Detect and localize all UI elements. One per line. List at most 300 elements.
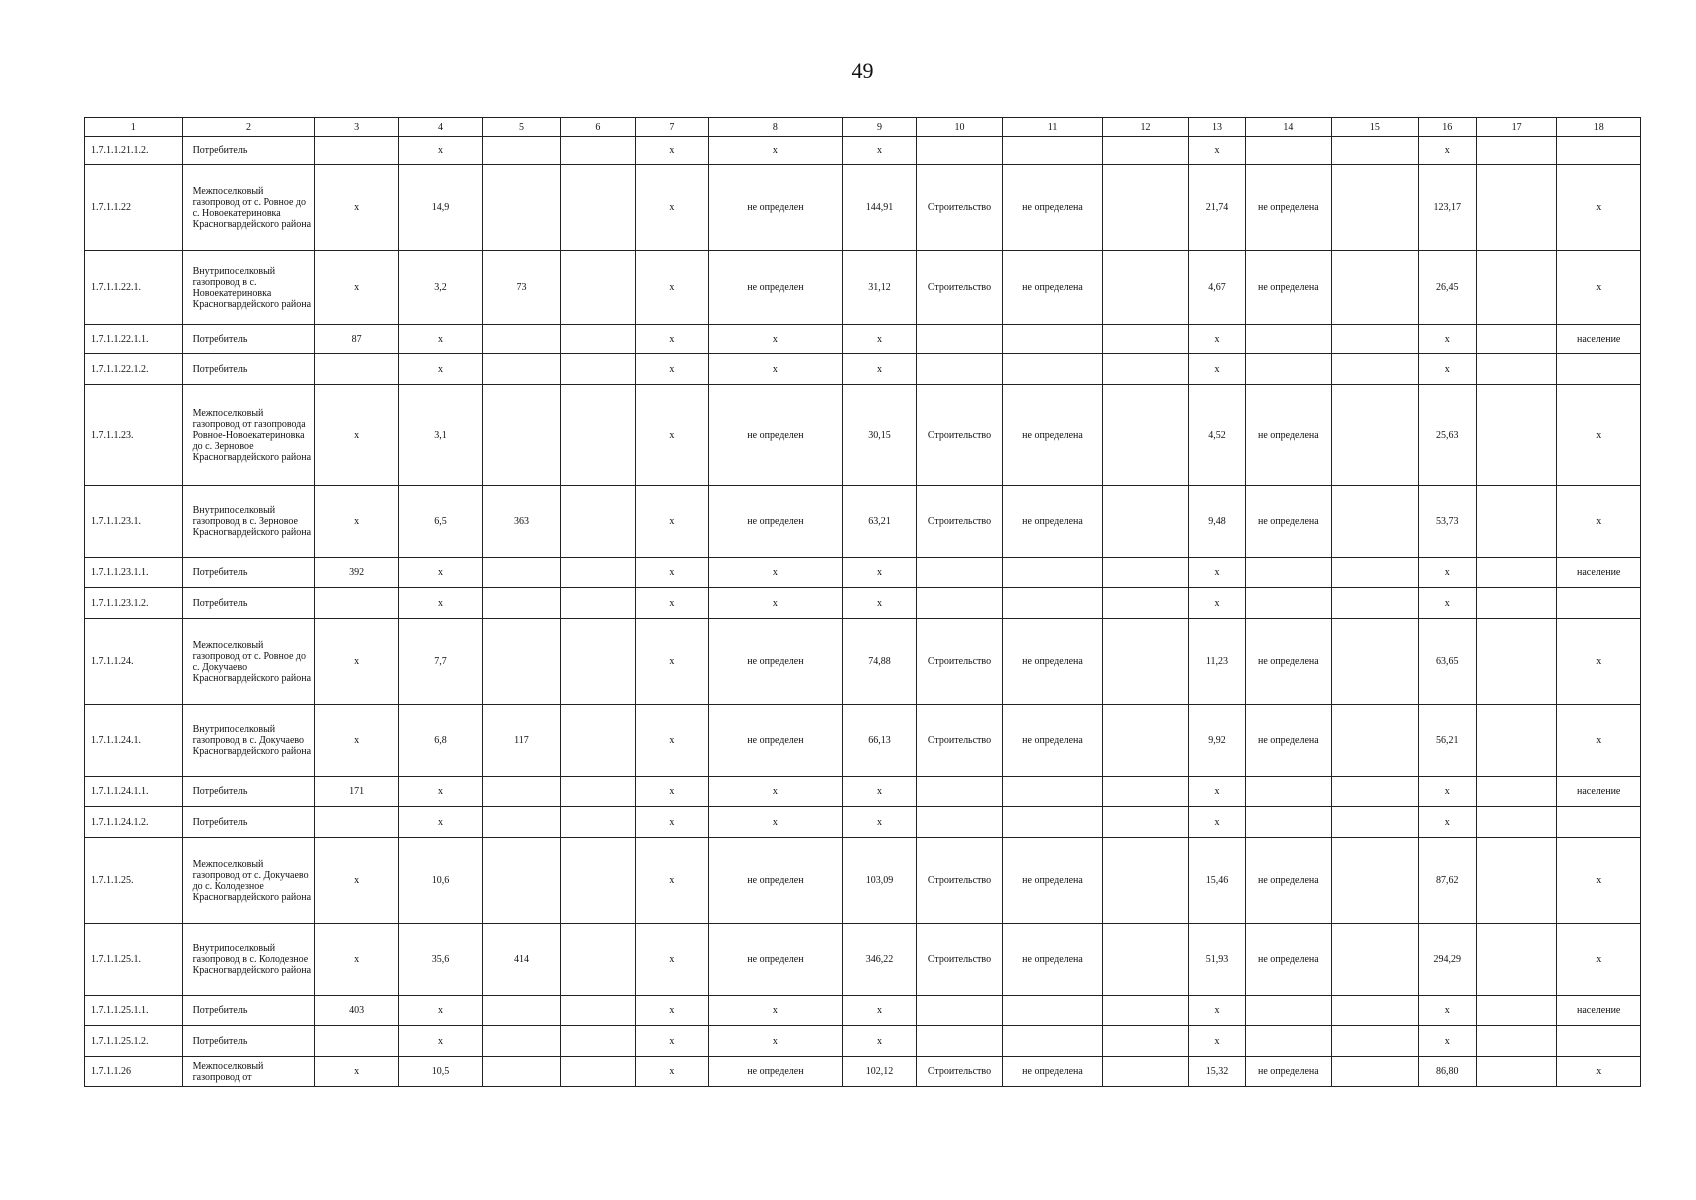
- table-body: [85, 118, 1641, 1087]
- table-cell-col-17: [1476, 486, 1556, 558]
- table-cell-col-4: 6,8: [398, 705, 482, 777]
- table-cell-col-5: [483, 325, 560, 354]
- table-cell-col-5: [483, 558, 560, 588]
- table-cell-col-2: Внутрипоселковый газопровод в с. Докучаево Красногвардейского района: [182, 705, 315, 777]
- table-cell-col-16: х: [1418, 354, 1476, 385]
- table-cell-col-11: [1003, 996, 1103, 1026]
- column-number-7: 7: [636, 118, 708, 137]
- table-cell-col-8: не определен: [708, 486, 843, 558]
- table-cell-col-17: [1476, 354, 1556, 385]
- table-cell-col-11: не определена: [1003, 838, 1103, 924]
- table-cell-col-8: не определен: [708, 619, 843, 705]
- table-cell-col-12: [1102, 251, 1189, 325]
- table-cell-col-15: [1332, 354, 1419, 385]
- table-cell-col-18: [1557, 807, 1641, 838]
- table-cell-col-16: 25,63: [1418, 385, 1476, 486]
- table-cell-col-3: х: [315, 619, 398, 705]
- table-cell-col-5: [483, 996, 560, 1026]
- table-cell-col-12: [1102, 354, 1189, 385]
- table-cell-col-4: х: [398, 996, 482, 1026]
- table-cell-col-7: х: [636, 165, 708, 251]
- table-cell-col-16: х: [1418, 588, 1476, 619]
- table-cell-col-1: 1.7.1.1.22: [85, 165, 183, 251]
- table-cell-col-10: Строительство: [916, 1057, 1003, 1087]
- table-cell-col-13: х: [1189, 325, 1245, 354]
- table-cell-col-17: [1476, 705, 1556, 777]
- column-number-18: 18: [1557, 118, 1641, 137]
- table-cell-col-6: [560, 354, 635, 385]
- table-cell-col-13: 15,46: [1189, 838, 1245, 924]
- table-cell-col-4: х: [398, 354, 482, 385]
- table-cell-col-15: [1332, 1057, 1419, 1087]
- table-cell-col-14: не определена: [1245, 1057, 1332, 1087]
- table-cell-col-18: [1557, 354, 1641, 385]
- table-cell-col-12: [1102, 619, 1189, 705]
- table-cell-col-10: Строительство: [916, 165, 1003, 251]
- table-cell-col-1: 1.7.1.1.23.: [85, 385, 183, 486]
- table-cell-col-14: не определена: [1245, 705, 1332, 777]
- table-cell-col-13: х: [1189, 558, 1245, 588]
- table-cell-col-8: не определен: [708, 385, 843, 486]
- table-cell-col-10: Строительство: [916, 838, 1003, 924]
- table-cell-col-9: х: [843, 325, 916, 354]
- column-number-12: 12: [1102, 118, 1189, 137]
- table-cell-col-13: 9,92: [1189, 705, 1245, 777]
- table-cell-col-7: х: [636, 838, 708, 924]
- table-cell-col-6: [560, 325, 635, 354]
- table-cell-col-5: 117: [483, 705, 560, 777]
- column-number-15: 15: [1332, 118, 1419, 137]
- table-cell-col-4: 7,7: [398, 619, 482, 705]
- table-cell-col-3: х: [315, 385, 398, 486]
- table-cell-col-13: х: [1189, 588, 1245, 619]
- table-cell-col-14: [1245, 807, 1332, 838]
- table-cell-col-9: х: [843, 1026, 916, 1057]
- table-cell-col-12: [1102, 1026, 1189, 1057]
- table-cell-col-12: [1102, 165, 1189, 251]
- table-cell-col-10: Строительство: [916, 251, 1003, 325]
- table-cell-col-17: [1476, 838, 1556, 924]
- table-cell-col-14: не определена: [1245, 251, 1332, 325]
- table-cell-col-7: х: [636, 137, 708, 165]
- table-cell-col-16: 87,62: [1418, 838, 1476, 924]
- table-cell-col-12: [1102, 705, 1189, 777]
- table-cell-col-3: 87: [315, 325, 398, 354]
- table-row: [85, 1057, 1641, 1087]
- table-row: [85, 619, 1641, 705]
- table-cell-col-12: [1102, 838, 1189, 924]
- table-cell-col-3: [315, 1026, 398, 1057]
- table-cell-col-16: 63,65: [1418, 619, 1476, 705]
- table-cell-col-1: 1.7.1.1.22.1.1.: [85, 325, 183, 354]
- table-cell-col-12: [1102, 558, 1189, 588]
- table-cell-col-3: 392: [315, 558, 398, 588]
- table-cell-col-3: 403: [315, 996, 398, 1026]
- table-cell-col-4: 14,9: [398, 165, 482, 251]
- table-cell-col-5: [483, 385, 560, 486]
- table-cell-col-8: х: [708, 807, 843, 838]
- table-cell-col-5: 363: [483, 486, 560, 558]
- table-row: [85, 165, 1641, 251]
- table-cell-col-10: Строительство: [916, 486, 1003, 558]
- table-cell-col-12: [1102, 996, 1189, 1026]
- table-cell-col-16: 56,21: [1418, 705, 1476, 777]
- table-cell-col-8: х: [708, 777, 843, 807]
- table-cell-col-14: [1245, 354, 1332, 385]
- table-cell-col-17: [1476, 1026, 1556, 1057]
- table-cell-col-8: х: [708, 558, 843, 588]
- table-cell-col-7: х: [636, 1026, 708, 1057]
- table-cell-col-6: [560, 619, 635, 705]
- table-cell-col-2: Потребитель: [182, 996, 315, 1026]
- table-cell-col-11: [1003, 1026, 1103, 1057]
- table-cell-col-9: 346,22: [843, 924, 916, 996]
- table-cell-col-5: [483, 165, 560, 251]
- table-cell-col-9: х: [843, 137, 916, 165]
- table-row: [85, 486, 1641, 558]
- table-cell-col-8: х: [708, 1026, 843, 1057]
- table-cell-col-15: [1332, 588, 1419, 619]
- table-cell-col-7: х: [636, 486, 708, 558]
- table-cell-col-4: 3,1: [398, 385, 482, 486]
- table-cell-col-16: 53,73: [1418, 486, 1476, 558]
- table-cell-col-13: х: [1189, 1026, 1245, 1057]
- table-cell-col-1: 1.7.1.1.24.1.2.: [85, 807, 183, 838]
- table-cell-col-18: х: [1557, 486, 1641, 558]
- table-cell-col-12: [1102, 777, 1189, 807]
- column-number-4: 4: [398, 118, 482, 137]
- table-cell-col-6: [560, 1057, 635, 1087]
- table-cell-col-5: [483, 354, 560, 385]
- table-cell-col-10: Строительство: [916, 705, 1003, 777]
- table-cell-col-8: х: [708, 354, 843, 385]
- table-cell-col-17: [1476, 385, 1556, 486]
- table-cell-col-16: 294,29: [1418, 924, 1476, 996]
- table-row: [85, 251, 1641, 325]
- table-cell-col-14: [1245, 996, 1332, 1026]
- table-cell-col-13: 4,52: [1189, 385, 1245, 486]
- table-cell-col-11: [1003, 325, 1103, 354]
- table-cell-col-15: [1332, 996, 1419, 1026]
- table-cell-col-9: 102,12: [843, 1057, 916, 1087]
- column-number-9: 9: [843, 118, 916, 137]
- table-cell-col-6: [560, 838, 635, 924]
- table-cell-col-16: х: [1418, 996, 1476, 1026]
- column-number-1: 1: [85, 118, 183, 137]
- table-cell-col-16: 123,17: [1418, 165, 1476, 251]
- table-cell-col-5: [483, 1057, 560, 1087]
- table-cell-col-7: х: [636, 777, 708, 807]
- table-cell-col-6: [560, 558, 635, 588]
- table-cell-col-1: 1.7.1.1.24.1.1.: [85, 777, 183, 807]
- table-cell-col-1: 1.7.1.1.25.1.1.: [85, 996, 183, 1026]
- table-cell-col-13: 21,74: [1189, 165, 1245, 251]
- table-cell-col-8: х: [708, 137, 843, 165]
- table-cell-col-16: х: [1418, 558, 1476, 588]
- table-cell-col-9: 103,09: [843, 838, 916, 924]
- table-cell-col-11: не определена: [1003, 251, 1103, 325]
- table-cell-col-5: [483, 137, 560, 165]
- table-cell-col-9: х: [843, 777, 916, 807]
- table-cell-col-1: 1.7.1.1.25.1.: [85, 924, 183, 996]
- table-cell-col-3: [315, 354, 398, 385]
- table-cell-col-3: х: [315, 486, 398, 558]
- table-cell-col-15: [1332, 251, 1419, 325]
- table-cell-col-5: 73: [483, 251, 560, 325]
- table-cell-col-3: х: [315, 165, 398, 251]
- table-cell-col-11: не определена: [1003, 924, 1103, 996]
- table-cell-col-10: [916, 807, 1003, 838]
- table-cell-col-14: [1245, 1026, 1332, 1057]
- table-cell-col-1: 1.7.1.1.22.1.2.: [85, 354, 183, 385]
- table-cell-col-17: [1476, 777, 1556, 807]
- table-cell-col-3: [315, 588, 398, 619]
- table-cell-col-13: х: [1189, 354, 1245, 385]
- table-cell-col-1: 1.7.1.1.21.1.2.: [85, 137, 183, 165]
- table-cell-col-10: [916, 588, 1003, 619]
- table-cell-col-11: [1003, 588, 1103, 619]
- table-cell-col-8: не определен: [708, 924, 843, 996]
- table-cell-col-17: [1476, 165, 1556, 251]
- table-cell-col-15: [1332, 924, 1419, 996]
- table-cell-col-4: х: [398, 777, 482, 807]
- table-cell-col-11: не определена: [1003, 385, 1103, 486]
- table-cell-col-18: х: [1557, 619, 1641, 705]
- table-cell-col-1: 1.7.1.1.25.1.2.: [85, 1026, 183, 1057]
- table-cell-col-18: население: [1557, 777, 1641, 807]
- table-cell-col-8: не определен: [708, 251, 843, 325]
- column-number-6: 6: [560, 118, 635, 137]
- column-number-10: 10: [916, 118, 1003, 137]
- table-cell-col-11: [1003, 137, 1103, 165]
- column-number-2: 2: [182, 118, 315, 137]
- table-cell-col-1: 1.7.1.1.22.1.: [85, 251, 183, 325]
- table-cell-col-9: х: [843, 807, 916, 838]
- table-row: [85, 588, 1641, 619]
- table-row: [85, 558, 1641, 588]
- table-cell-col-16: х: [1418, 137, 1476, 165]
- table-cell-col-18: [1557, 588, 1641, 619]
- table-cell-col-14: не определена: [1245, 385, 1332, 486]
- table-cell-col-7: х: [636, 385, 708, 486]
- table-cell-col-2: Межпоселковый газопровод от газопровода Ровное-Новоекатериновка до с. Зерновое Красногвардейского района: [182, 385, 315, 486]
- table-cell-col-3: 171: [315, 777, 398, 807]
- table-cell-col-1: 1.7.1.1.23.1.1.: [85, 558, 183, 588]
- table-cell-col-18: х: [1557, 1057, 1641, 1087]
- table-cell-col-18: х: [1557, 838, 1641, 924]
- table-cell-col-8: не определен: [708, 1057, 843, 1087]
- table-cell-col-5: [483, 807, 560, 838]
- table-cell-col-13: х: [1189, 996, 1245, 1026]
- table-cell-col-17: [1476, 807, 1556, 838]
- table-cell-col-10: [916, 354, 1003, 385]
- table-cell-col-2: Потребитель: [182, 325, 315, 354]
- table-cell-col-11: не определена: [1003, 619, 1103, 705]
- table-cell-col-11: не определена: [1003, 705, 1103, 777]
- table-cell-col-2: Потребитель: [182, 558, 315, 588]
- table-cell-col-7: х: [636, 251, 708, 325]
- table-cell-col-3: [315, 137, 398, 165]
- table-cell-col-6: [560, 251, 635, 325]
- table-cell-col-13: х: [1189, 777, 1245, 807]
- table-cell-col-17: [1476, 588, 1556, 619]
- table-cell-col-7: х: [636, 558, 708, 588]
- table-cell-col-3: [315, 807, 398, 838]
- table-cell-col-14: не определена: [1245, 619, 1332, 705]
- table-cell-col-17: [1476, 137, 1556, 165]
- table-cell-col-2: Потребитель: [182, 137, 315, 165]
- table-cell-col-1: 1.7.1.1.24.1.: [85, 705, 183, 777]
- table-cell-col-17: [1476, 251, 1556, 325]
- table-cell-col-5: [483, 777, 560, 807]
- table-cell-col-11: [1003, 558, 1103, 588]
- table-cell-col-7: х: [636, 588, 708, 619]
- table-cell-col-11: не определена: [1003, 165, 1103, 251]
- table-cell-col-5: [483, 838, 560, 924]
- table-cell-col-2: Межпоселковый газопровод от с. Докучаево до с. Колодезное Красногвардейского района: [182, 838, 315, 924]
- table-cell-col-17: [1476, 558, 1556, 588]
- table-cell-col-15: [1332, 385, 1419, 486]
- table-cell-col-4: 3,2: [398, 251, 482, 325]
- table-cell-col-10: Строительство: [916, 619, 1003, 705]
- table-cell-col-13: 11,23: [1189, 619, 1245, 705]
- table-cell-col-16: 86,80: [1418, 1057, 1476, 1087]
- table-cell-col-9: х: [843, 996, 916, 1026]
- table-cell-col-15: [1332, 838, 1419, 924]
- table-cell-col-8: х: [708, 325, 843, 354]
- table-cell-col-8: не определен: [708, 165, 843, 251]
- table-cell-col-6: [560, 705, 635, 777]
- table-cell-col-7: х: [636, 705, 708, 777]
- table-cell-col-4: х: [398, 558, 482, 588]
- table-row: [85, 924, 1641, 996]
- table-cell-col-7: х: [636, 807, 708, 838]
- table-cell-col-18: население: [1557, 558, 1641, 588]
- table-cell-col-12: [1102, 807, 1189, 838]
- table-cell-col-7: х: [636, 1057, 708, 1087]
- table-cell-col-7: х: [636, 619, 708, 705]
- table-cell-col-13: х: [1189, 137, 1245, 165]
- table-cell-col-9: 66,13: [843, 705, 916, 777]
- table-cell-col-1: 1.7.1.1.24.: [85, 619, 183, 705]
- table-cell-col-2: Потребитель: [182, 1026, 315, 1057]
- table-cell-col-13: 51,93: [1189, 924, 1245, 996]
- table-cell-col-7: х: [636, 996, 708, 1026]
- column-number-8: 8: [708, 118, 843, 137]
- column-number-16: 16: [1418, 118, 1476, 137]
- table-row: [85, 354, 1641, 385]
- table-cell-col-4: х: [398, 588, 482, 619]
- table-cell-col-4: 35,6: [398, 924, 482, 996]
- table-cell-col-4: 10,5: [398, 1057, 482, 1087]
- table-cell-col-4: х: [398, 325, 482, 354]
- table-cell-col-14: не определена: [1245, 165, 1332, 251]
- table-cell-col-9: 144,91: [843, 165, 916, 251]
- table-cell-col-12: [1102, 588, 1189, 619]
- table-cell-col-2: Внутрипоселковый газопровод в с. Новоекатериновка Красногвардейского района: [182, 251, 315, 325]
- table-cell-col-6: [560, 486, 635, 558]
- table-cell-col-8: не определен: [708, 705, 843, 777]
- table-cell-col-17: [1476, 996, 1556, 1026]
- table-cell-col-10: [916, 325, 1003, 354]
- column-number-3: 3: [315, 118, 398, 137]
- table-cell-col-7: х: [636, 924, 708, 996]
- table-cell-col-1: 1.7.1.1.26: [85, 1057, 183, 1087]
- table-cell-col-3: х: [315, 705, 398, 777]
- table-cell-col-14: [1245, 558, 1332, 588]
- table-cell-col-9: 31,12: [843, 251, 916, 325]
- table-cell-col-15: [1332, 325, 1419, 354]
- column-number-17: 17: [1476, 118, 1556, 137]
- table-row: [85, 325, 1641, 354]
- table-cell-col-11: [1003, 354, 1103, 385]
- column-number-5: 5: [483, 118, 560, 137]
- table-cell-col-16: х: [1418, 807, 1476, 838]
- table-cell-col-12: [1102, 137, 1189, 165]
- table-cell-col-11: не определена: [1003, 1057, 1103, 1087]
- table-cell-col-10: [916, 558, 1003, 588]
- table-cell-col-15: [1332, 137, 1419, 165]
- table-cell-col-17: [1476, 1057, 1556, 1087]
- table-cell-col-12: [1102, 325, 1189, 354]
- table-cell-col-9: 74,88: [843, 619, 916, 705]
- table-cell-col-4: 10,6: [398, 838, 482, 924]
- table-cell-col-7: х: [636, 325, 708, 354]
- table-cell-col-9: х: [843, 558, 916, 588]
- table-cell-col-6: [560, 588, 635, 619]
- table-row: [85, 996, 1641, 1026]
- table-cell-col-13: 4,67: [1189, 251, 1245, 325]
- table-cell-col-2: Межпоселковый газопровод от: [182, 1057, 315, 1087]
- table-row: [85, 777, 1641, 807]
- table-cell-col-2: Межпоселковый газопровод от с. Ровное до с. Докучаево Красногвардейского района: [182, 619, 315, 705]
- table-cell-col-4: х: [398, 807, 482, 838]
- table-cell-col-18: [1557, 1026, 1641, 1057]
- table-cell-col-7: х: [636, 354, 708, 385]
- table-cell-col-14: [1245, 777, 1332, 807]
- table-cell-col-6: [560, 385, 635, 486]
- table-cell-col-5: [483, 619, 560, 705]
- table-cell-col-14: не определена: [1245, 486, 1332, 558]
- table-cell-col-9: 63,21: [843, 486, 916, 558]
- table-cell-col-15: [1332, 705, 1419, 777]
- table-cell-col-4: х: [398, 137, 482, 165]
- table-cell-col-6: [560, 165, 635, 251]
- table-cell-col-9: х: [843, 588, 916, 619]
- table-cell-col-15: [1332, 165, 1419, 251]
- table-cell-col-18: х: [1557, 705, 1641, 777]
- table-cell-col-13: 9,48: [1189, 486, 1245, 558]
- table-cell-col-9: х: [843, 354, 916, 385]
- table-cell-col-15: [1332, 619, 1419, 705]
- table-cell-col-6: [560, 924, 635, 996]
- table-cell-col-18: х: [1557, 385, 1641, 486]
- table-cell-col-9: 30,15: [843, 385, 916, 486]
- table-cell-col-13: 15,32: [1189, 1057, 1245, 1087]
- table-cell-col-15: [1332, 558, 1419, 588]
- table-cell-col-1: 1.7.1.1.23.1.: [85, 486, 183, 558]
- table-cell-col-6: [560, 777, 635, 807]
- table-cell-col-17: [1476, 924, 1556, 996]
- table-cell-col-18: [1557, 137, 1641, 165]
- table-row: [85, 1026, 1641, 1057]
- table-row: [85, 385, 1641, 486]
- page-number: 49: [851, 58, 874, 83]
- table-row: [85, 838, 1641, 924]
- table-cell-col-10: Строительство: [916, 385, 1003, 486]
- table-cell-col-10: [916, 137, 1003, 165]
- table-cell-col-15: [1332, 807, 1419, 838]
